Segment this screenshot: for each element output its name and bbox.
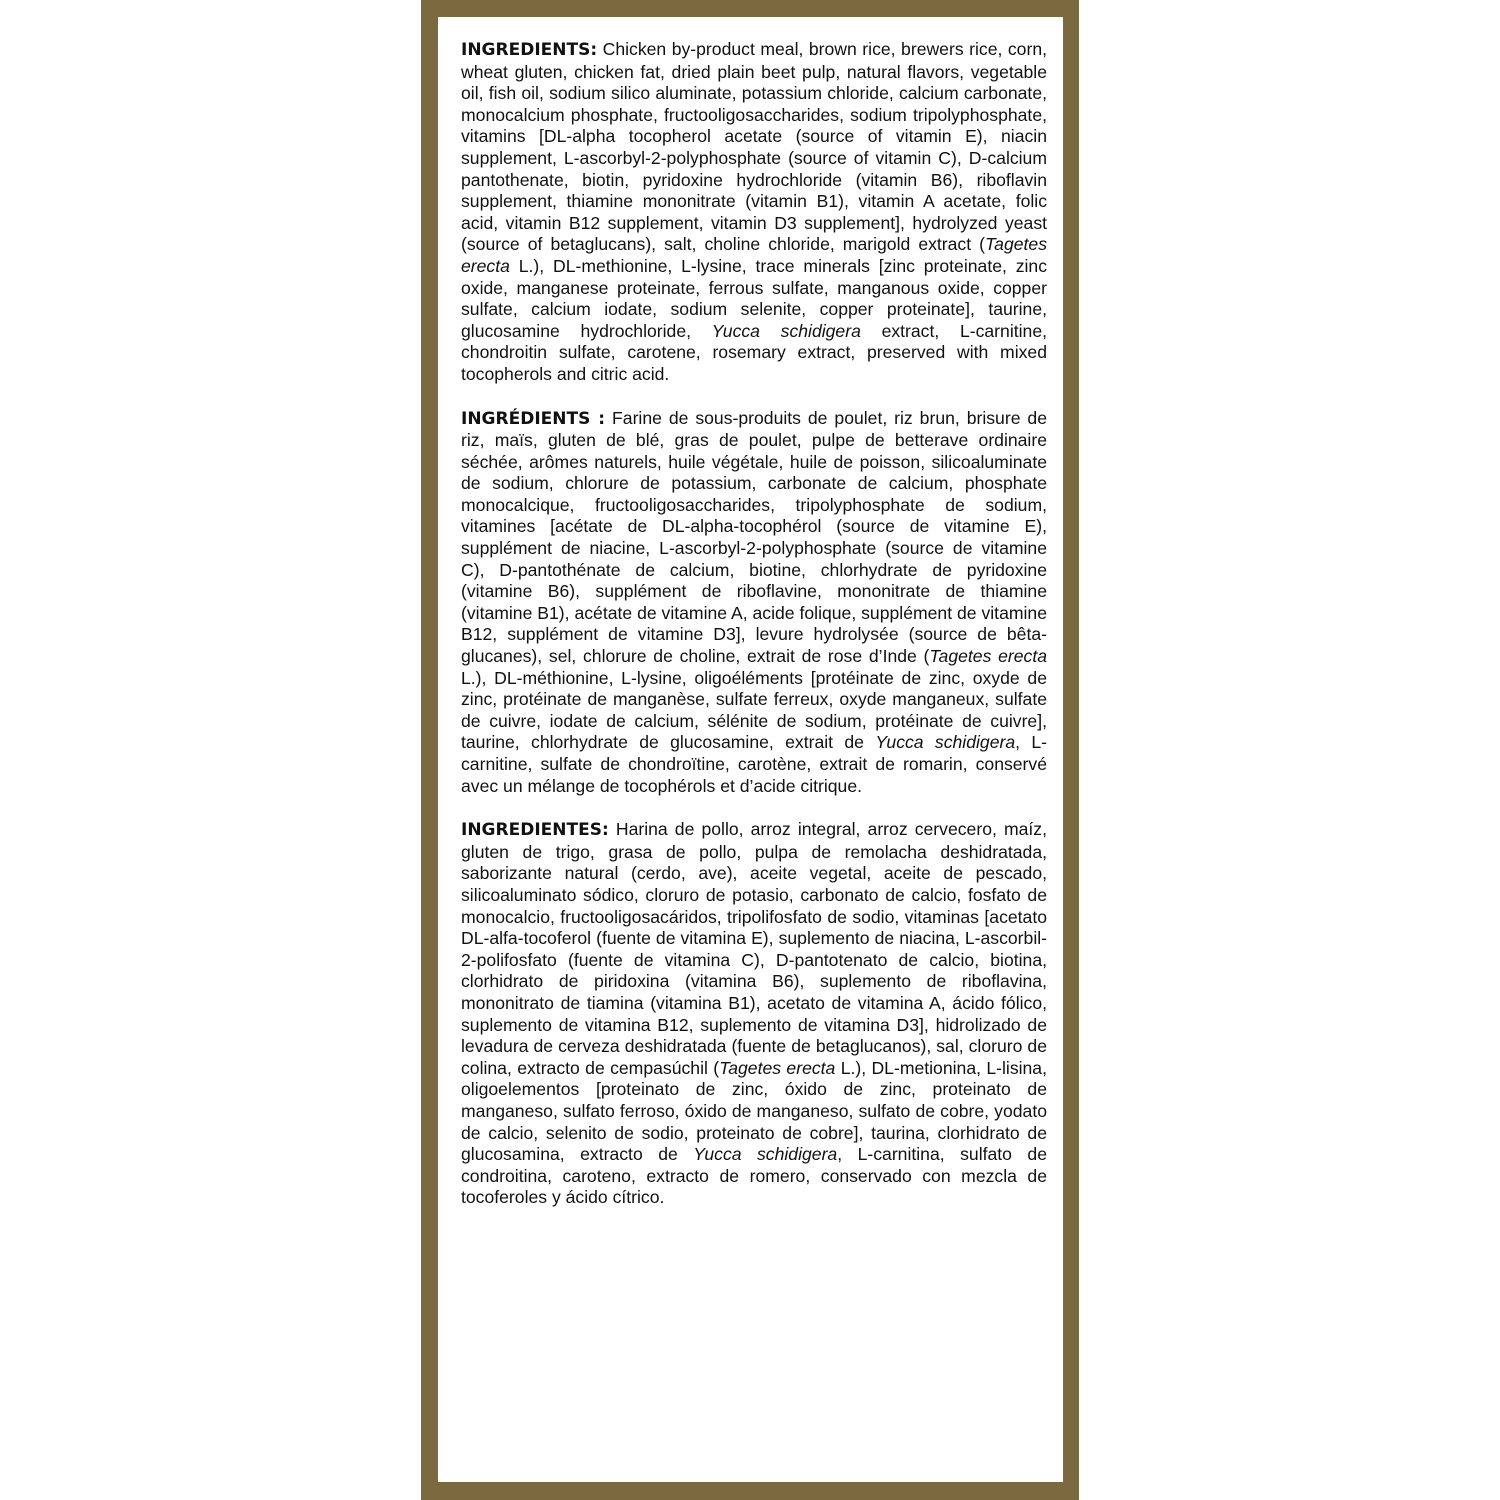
- ingredients-text-en: [461, 39, 1047, 384]
- ingredient-text: Farine de sous-produits de poulet, riz brun, brisure de riz, maïs, gluten de blé, gras de poulet, pulpe de betterave ordinaire séchée, arômes naturels, huile végétale, huile de poisson, silicoaluminate de sodium, chlorure de potassium, carbonate de calcium, phosphate monocalcique, fructooligosaccharides, tripolyphosphate de sodium, vitamines [acétate de DL-alpha-tocophérol (source de vitamine E), supplément de niacine, L-ascorbyl-2-polyphosphate (source de vitamine C), D-pantothénate de calcium, biotine, chlorhydrate de pyridoxine (vitamine B6), supplément de riboflavine, mononitrate de thiamine (vitamine B1), acétate de vitamine A, acide folique, supplément de vitamine B12, supplément de vitamine D3], levure hydrolysée (source de bêta-glucanes), sel, chlorure de choline, extrait de rose d’Inde (: [461, 407, 1047, 667]
- ingredient-text: , L-carnitina, sulfato de condroitina, caroteno, extracto de romero, conservado con mezcla de tocoferoles y ácido cítrico.: [461, 1144, 1048, 1208]
- species-name: Tagetes erecta: [719, 1057, 836, 1078]
- ingredients-block-es: [461, 819, 1047, 1209]
- ingredients-label-en: INGREDIENTS:: [461, 40, 598, 60]
- label-frame: [421, 0, 1079, 1500]
- ingredient-text: L.), DL-methionine, L-lysine, trace minerals [zinc proteinate, zinc oxide, manganese proteinate, ferrous sulfate, manganous oxide, copper sulfate, calcium iodate, sodium selenite, copper proteinate], taurine, glucosamine hydrochloride,: [461, 255, 1047, 341]
- ingredients-label-fr: INGRÉDIENTS :: [461, 408, 606, 429]
- species-name: Tagetes erecta: [929, 646, 1047, 667]
- ingredient-text: extract, L-carnitine, chondroitin sulfate, carotene, rosemary extract, preserved with mixed tocopherols and citric acid.: [461, 320, 1047, 384]
- ingredients-text-es: [461, 819, 1047, 1207]
- ingredients-content: [461, 39, 1047, 1231]
- species-name: Tagetes erecta: [461, 234, 1047, 276]
- ingredient-text: Harina de pollo, arroz integral, arroz cervecero, maíz, gluten de trigo, grasa de pollo, pulpa de remolacha deshidratada, saborizante natural (cerdo, ave), aceite vegetal, aceite de pescado, silicoaluminato sódico, cloruro de potasio, carbonato de calcio, fosfato de monocalcio, fructooligosacáridos, tripolifosfato de sodio, vitaminas [acetato DL-alfa-tocoferol (fuente de vitamina E), suplemento de niacina, L-ascorbil-2-polifosfato (fuente de vitamina C), D-pantotenato de calcio, biotina, clorhidrato de piridoxina (vitamina B6), suplemento de riboflavina, mononitrato de tiamina (vitamina B1), acetato de vitamina A, ácido fólico, suplemento de vitamina B12, suplemento de vitamina D3], hidrolizado de levadura de cerveza deshidratada (fuente de betaglucanos), sal, cloruro de colina, extracto de cempasúchil (: [461, 819, 1047, 1078]
- ingredient-text: , L-carnitine, sulfate de chondroïtine, carotène, extrait de romarin, conservé avec un mélange de tocophérols et d’acide citrique.: [461, 732, 1048, 796]
- species-name: Yucca schidigera: [875, 732, 1016, 753]
- species-name: Yucca schidigera: [693, 1144, 838, 1165]
- ingredient-text: Chicken by-product meal, brown rice, brewers rice, corn, wheat gluten, chicken fat, dried plain beet pulp, natural flavors, vegetable oil, fish oil, sodium silico aluminate, potassium chloride, calcium carbonate, monocalcium phosphate, fructooligosaccharides, sodium tripolyphosphate, vitamins [DL-alpha tocopherol acetate (source of vitamin E), niacin supplement, L-ascorbyl-2-polyphosphate (source of vitamin C), D-calcium pantothenate, biotin, pyridoxine hydrochloride (vitamin B6), riboflavin supplement, thiamine mononitrate (vitamin B1), vitamin A acetate, folic acid, vitamin B12 supplement, vitamin D3 supplement], hydrolyzed yeast (source of betaglucans), salt, choline chloride, marigold extract (: [461, 39, 1047, 255]
- ingredients-label-es: INGREDIENTES:: [461, 820, 609, 841]
- ingredients-block-en: [461, 39, 1047, 386]
- ingredient-text: L.), DL-metionina, L-lisina, oligoelementos [proteinato de zinc, óxido de zinc, proteinato de manganeso, sulfato ferroso, óxido de manganeso, sulfato de cobre, yodato de calcio, selenito de sodio, proteinato de cobre], taurina, clorhidrato de glucosamina, extracto de: [461, 1057, 1047, 1165]
- ingredient-text: L.), DL-méthionine, L-lysine, oligoéléments [protéinate de zinc, oxyde de zinc, protéinate de manganèse, sulfate ferreux, oxyde manganeux, sulfate de cuivre, iodate de calcium, sélénite de sodium, protéinate de cuivre], taurine, chlorhydrate de glucosamine, extrait de: [461, 667, 1047, 753]
- ingredients-text-fr: [461, 408, 1047, 796]
- ingredients-panel: [438, 17, 1063, 1482]
- ingredients-block-fr: [461, 408, 1047, 798]
- species-name: Yucca schidigera: [711, 320, 861, 341]
